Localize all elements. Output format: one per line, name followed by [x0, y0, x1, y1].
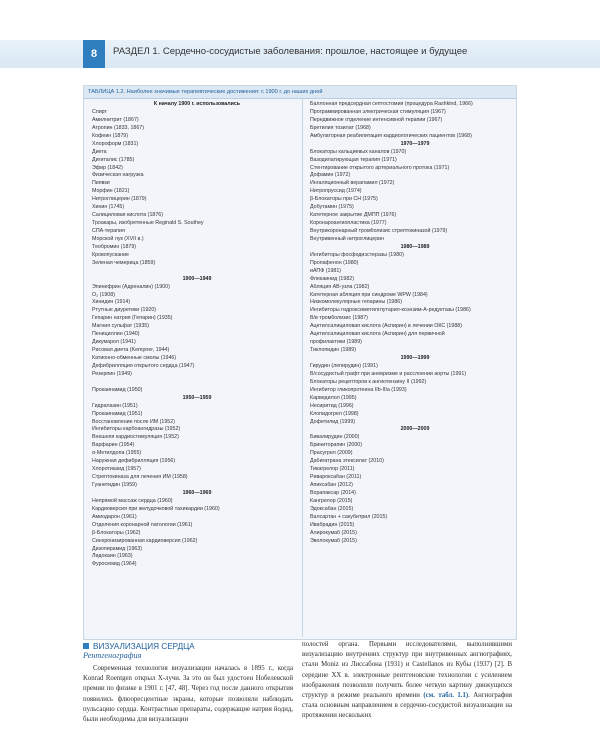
table-row: Бивалирудин (2000) — [310, 434, 360, 441]
table-period-heading: 1950—1959 — [182, 394, 212, 401]
table-row: Коронароангиопластика (1977) — [310, 220, 387, 227]
table-row: Гидралазин (1951) — [92, 402, 138, 409]
body-text-left — [83, 664, 293, 725]
table-row: Абляция АВ-узла (1982) — [310, 283, 370, 290]
table-row: профилактики (1989) — [310, 339, 362, 346]
table-row: Прокаинамид (1951) — [92, 410, 143, 417]
table-row: Ингибиторы фосфодиэстеразы (1980) — [310, 251, 404, 258]
body-text-before-link: полостей органа. Первыми исследователями, выполнившими визуализацию внутренних структур при внутривенных ангиографиях, стали Moniz из Лиссабона (1931) и Castellanos из Кубы (1937) [2]. В середине XX в. электронные рентгеновские технологии с усилением изображения позволили получить более четкую картину движущихся структур в режиме реального времени — [302, 641, 512, 700]
table-row: Несиритид (1996) — [310, 402, 354, 409]
square-bullet-icon — [83, 643, 89, 649]
table-row: Кардиоверсия при желудочковой тахикардии (1960) — [92, 505, 220, 512]
table-row: Прокаинамид (1950) — [92, 386, 143, 393]
body-text-right — [302, 640, 512, 722]
table-row: Амиодарон (1961) — [92, 513, 137, 520]
table-row: Ворапаксар (2014) — [310, 489, 356, 496]
table-row: Морфин (1821) — [92, 188, 130, 195]
table-period-heading: К началу 1900 г. использовались — [153, 101, 241, 107]
table-row: Синхронизированная кардиоверсия (1962) — [92, 537, 198, 544]
table-row: Баллонная предсердная септостомия (процедура Rashkind, 1966) — [310, 101, 473, 107]
table-row: Дабигатрана этексилат (2010) — [310, 458, 384, 465]
table-row: Алирокумаб (2015) — [310, 529, 357, 536]
table-row: Эволокумаб (2015) — [310, 537, 357, 544]
table-row: Пиявки — [92, 180, 110, 187]
table-row: Эфир (1842) — [92, 164, 123, 171]
table-row: Стрептокиназа для лечения ИМ (1958) — [92, 474, 188, 481]
table-row: Атропин (1833, 1867) — [92, 124, 144, 131]
table-row: O₂ (1908) — [92, 291, 115, 298]
table-row: Бретилия тозилат (1968) — [310, 124, 371, 131]
table-row: Резерпин (1949) — [92, 370, 132, 377]
table-row: Хинин (1745) — [92, 204, 125, 211]
table-row: α-Метилдопа (1955) — [92, 450, 142, 457]
table-row: Нитропруссид (1974) — [310, 188, 362, 195]
table-row: Стентирование открытого артериального протока (1971) — [310, 164, 450, 171]
table-row: Вазодилатирующая терапия (1971) — [310, 156, 397, 163]
table-row: Восстановление после ИМ (1952) — [92, 418, 175, 425]
table-row: Амбулаторная реабилитация кардиологических пациентов (1968) — [310, 132, 472, 139]
table-row: Катионно-обменные смолы (1946) — [92, 355, 177, 361]
table-row: Флекаинид (1982) — [310, 275, 354, 282]
table-row: Внутрикоронарный тромболизис стрептокиназой (1979) — [310, 228, 448, 234]
table-row: Физическая нагрузка — [92, 172, 144, 179]
table-row: Фуросемид (1964) — [92, 561, 137, 568]
table-row: Апиксабан (2012) — [310, 482, 353, 488]
table-row: Блокаторы рецепторов к ангиотензину II (1992) — [310, 378, 427, 385]
table-reference-link[interactable]: (см. табл. 1.1) — [423, 692, 469, 700]
table-row: Дикумарол (1941) — [92, 339, 136, 346]
table-row: Пенициллин (1940) — [92, 331, 140, 338]
table-row: Наружная дефибрилляция (1956) — [92, 458, 176, 465]
table-row: Прасугрел (2009) — [310, 450, 353, 457]
table-columns — [84, 99, 516, 639]
table-row: Магния сульфат (1935) — [92, 323, 150, 330]
table-row: Варфарин (1954) — [92, 442, 135, 449]
table-row: Внутривенный нитроглицерин — [310, 235, 385, 242]
table-row: Катетерное закрытие ДМПП (1976) — [310, 212, 397, 219]
table-row: Дигиталис (1785) — [92, 156, 135, 163]
table-row: Дефибрилляция открытого сердца (1947) — [92, 362, 195, 369]
page-header — [0, 0, 600, 95]
table-left-column — [92, 101, 302, 569]
table-row: Ингибитор гликопротеина IIb-IIIa (1993) — [310, 386, 407, 393]
therapy-table — [83, 85, 517, 640]
table-row: Пропафенон (1980) — [310, 259, 359, 266]
table-row: иАПФ (1981) — [310, 267, 342, 274]
table-row: Внешняя кардиостимуляция (1952) — [92, 434, 179, 441]
table-period-heading: 1980—1989 — [400, 243, 430, 250]
table-row: Амилнитрит (1867) — [92, 116, 139, 123]
table-row: Кровопускание — [92, 251, 129, 258]
section-title-text: ВИЗУАЛИЗАЦИЯ СЕРДЦА — [93, 641, 195, 651]
table-row: Тикагрелор (2011) — [310, 466, 355, 473]
table-row: Ингаляционный верапамил (1972) — [310, 180, 395, 187]
table-row: Программированная электрическая стимуляция (1967) — [310, 108, 446, 115]
table-row: Тиклопидин (1989) — [310, 347, 357, 354]
table-row: В/сосудистый графт при аневризме и расслоении аорты (1991) — [310, 370, 467, 377]
table-row: Гирудин (лепирудин) (1991) — [310, 362, 378, 369]
table-row: Низкомолекулярные гепарины (1986) — [310, 299, 403, 306]
table-row: Теобромин (1879) — [92, 243, 137, 250]
table-row: Бриниторапин (2000) — [310, 442, 363, 449]
body-text-after-link: . Ангиография стала основным направлением в сердечно-сосудистой визуализации на протяжении нескольких — [302, 692, 512, 720]
table-row: Ивабрадин (2015) — [310, 521, 355, 528]
subsection-title: Рентгенография — [83, 651, 142, 660]
table-row: Передвижное отделение интенсивной терапии (1967) — [310, 116, 443, 123]
chapter-title: РАЗДЕЛ 1. Сердечно-сосудистые заболевания: прошлое, настоящее и будущее — [113, 46, 468, 57]
table-row: Клопидогрел (1998) — [310, 410, 359, 417]
table-caption: ТАБЛИЦА 1.2. Наиболее значимые терапевтические достижения: с 1900 г. до наших дней — [84, 86, 516, 99]
table-row: Ацетилсалициловая кислота (Аспирин) для первичной — [310, 331, 445, 338]
table-row: Кофеин (1879) — [92, 132, 129, 139]
table-period-heading: 2000—2009 — [400, 426, 430, 433]
table-row: Ртутные диуретики (1920) — [92, 307, 157, 314]
column-divider — [302, 99, 303, 637]
table-row: В/в тромболизис (1987) — [310, 315, 368, 322]
table-row: Хлороформ (1831) — [92, 140, 139, 147]
table-row: Дизопирамид (1963) — [92, 545, 143, 552]
table-row: Морской лук (XVII в.) — [92, 235, 144, 242]
table-row: Ингибиторы карбоангидразы (1952) — [92, 426, 181, 433]
table-row: Эдоксабан (2015) — [310, 505, 354, 512]
table-row: Гепарин натрия (Гепарин) (1935) — [92, 315, 173, 322]
table-row — [92, 379, 302, 387]
table-row: Дофетилид (1999) — [310, 418, 356, 425]
table-row: Рисовая диета (Kempner, 1944) — [92, 347, 170, 354]
table-row: Спирт — [92, 108, 107, 115]
table-row: Салициловая кислота (1876) — [92, 212, 164, 219]
table-row: Дофамин (1972) — [310, 172, 351, 179]
table-row: Троакары, изобретенные Reginald S. Southey — [92, 220, 204, 227]
table-row: Лидокаин (1963) — [92, 553, 133, 560]
table-period-heading: 1990—1999 — [400, 355, 430, 361]
table-row: Зеленая чемерица (1859) — [92, 259, 156, 266]
table-right-column — [310, 101, 520, 546]
table-row: Ривароксабан (2011) — [310, 474, 362, 481]
table-row: Хинидин (1914) — [92, 299, 131, 306]
table-row: Катетерная абляция при синдроме WPW (1984) — [310, 291, 428, 298]
table-row: Диета — [92, 148, 107, 155]
table-row: β-Блокаторы при СН (1975) — [310, 196, 378, 203]
table-row: Добутамин (1975) — [310, 204, 354, 211]
table-row — [92, 268, 302, 276]
table-row: Ингибиторы гидроксиметилглутарил-коэнзим-А-редуктазы (1986) — [310, 307, 471, 314]
table-row: Эпинефрин (Адреналин) (1900) — [92, 283, 170, 290]
table-row: СПА-терапия — [92, 228, 125, 234]
table-row: Непрямой массаж сердца (1960) — [92, 497, 173, 504]
body-paragraph-right — [302, 640, 512, 722]
body-paragraph-left: Современная технология визуализации началась в 1895 г., когда Konrad Roentgen открыл Х-лучи. За это он был удостоен Нобелевской премии по физике в 1901 г. [47, 48]. Через год после данного открытия появились флюоресцентные экраны, которые позволяли наблюдать пульсацию сердца. Контрастные препараты, содержащие натрия йодид, были необходимы для визуализации — [83, 665, 293, 724]
table-row: Нитроглицерин (1879) — [92, 196, 147, 203]
table-row: Хлоротиазид (1957) — [92, 466, 141, 473]
table-row: Валсартан + сакубитрил (2015) — [310, 513, 388, 520]
table-row: Ацетилсалициловая кислота (Аспирин) в лечении ОКС (1988) — [310, 323, 462, 330]
table-row: β-Блокаторы (1962) — [92, 529, 141, 536]
table-row: Гуанетидин (1959) — [92, 482, 137, 488]
table-row: Карведилол (1995) — [310, 394, 357, 401]
page-number: 8 — [83, 40, 105, 68]
table-period-heading: 1960—1969 — [182, 489, 212, 496]
table-period-heading: 1900—1949 — [182, 275, 212, 282]
table-row: Отделения коронарной патологии (1961) — [92, 521, 193, 528]
table-row: Блокаторы кальциевых каналов (1970) — [310, 148, 407, 155]
table-period-heading: 1970—1979 — [400, 140, 430, 147]
table-row: Кангрелор (2015) — [310, 497, 353, 504]
